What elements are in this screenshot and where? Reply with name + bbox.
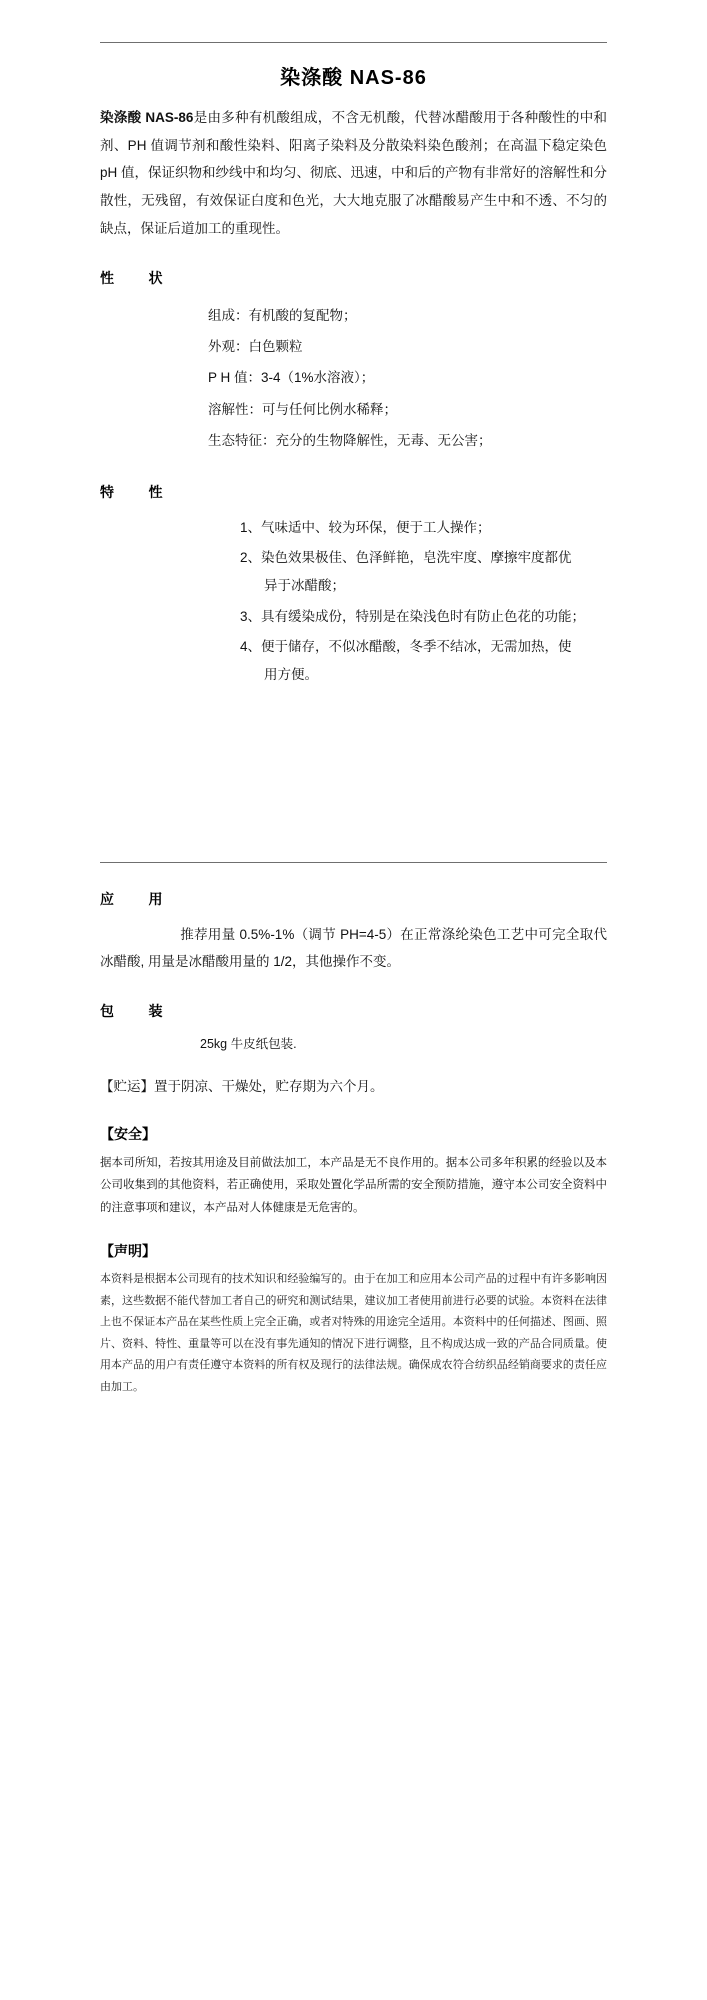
list-item-continuation: 用方便。 bbox=[264, 667, 318, 683]
intro-paragraph bbox=[100, 104, 607, 242]
page-title: 染涤酸 NAS-86 bbox=[280, 67, 427, 89]
document-content bbox=[100, 0, 607, 1738]
list-item-text: 4、便于储存，不似冰醋酸，冬季不结冰，无需加热，使 bbox=[240, 638, 572, 654]
section-heading-features bbox=[100, 482, 607, 502]
packaging-body: 25kg 牛皮纸包装. bbox=[200, 1036, 297, 1051]
list-item-continuation: 异于冰醋酸； bbox=[264, 578, 345, 594]
features-heading-char-2: 性 bbox=[148, 483, 163, 500]
statement-body: 本资料是根据本公司现有的技术知识和经验编写的。由于在加工和应用本公司产品的过程中有许多影响因素，这些数据不能代替加工者自己的研究和测试结果，建议加工者使用前进行必要的试验。本资料在法律上也不保证本产品在某些性质上完全正确，或者对特殊的用途完全适用。本资料中的任何描述、图画、照片、资料、特性、重量等可以在没有事先通知的情况下进行调整，且不构成达成一致的产品合同质量。使用本产品的用户有责任遵守本资料的所有权及现行的法律法规。确保成农符合纺织品经销商要求的责任应由加工。 bbox=[100, 1273, 607, 1393]
section-heading-properties bbox=[100, 268, 607, 288]
storage-line: 【贮运】置于阴凉、干燥处，贮存期为六个月。 bbox=[100, 1079, 384, 1095]
application-heading-char-1: 应 bbox=[100, 890, 115, 907]
section-heading-packaging bbox=[100, 1001, 607, 1021]
section-heading-statement: 【声明】 bbox=[100, 1243, 156, 1260]
list-item: 生态特征：充分的生物降解性，无毒、无公害； bbox=[208, 432, 492, 448]
list-item bbox=[240, 603, 607, 633]
section-gap bbox=[100, 692, 607, 862]
list-item: 外观：白色颗粒 bbox=[208, 339, 303, 355]
list-item bbox=[240, 633, 607, 692]
list-item: P H 值：3-4（1%水溶液）； bbox=[208, 370, 375, 386]
list-item-text: 1、气味适中、较为环保，便于工人操作； bbox=[240, 519, 491, 535]
safety-body: 据本司所知，若按其用途及目前做法加工，本产品是无不良作用的。据本公司多年积累的经验以及本公司收集到的其他资料，若正确使用，采取处置化学品所需的安全预防措施，遵守本公司安全资料中的注意事项和建议，本产品对人体健康是无危害的。 bbox=[100, 1157, 607, 1214]
top-divider bbox=[100, 42, 607, 43]
intro-lead: 染涤酸 NAS-86 bbox=[100, 110, 194, 125]
properties-heading-char-2: 状 bbox=[148, 270, 163, 287]
bottom-gap bbox=[100, 1398, 607, 1738]
list-item-text: 2、染色效果极佳、色泽鲜艳，皂洗牢度、摩擦牢度都优 bbox=[240, 549, 572, 565]
list-item bbox=[240, 514, 607, 544]
section-heading-application bbox=[100, 889, 607, 909]
list-item: 组成：有机酸的复配物； bbox=[208, 308, 357, 324]
list-item bbox=[240, 544, 607, 603]
application-text: 推荐用量 0.5%-1%（调节 PH=4-5）在正常涤纶染色工艺中可完全取代冰醋酸, 用量是冰醋酸用量的 1/2，其他操作不变。 bbox=[100, 926, 607, 969]
list-item-text: 3、具有缓染成份，特别是在染浅色时有防止色花的功能； bbox=[240, 608, 586, 624]
section-heading-safety: 【安全】 bbox=[100, 1126, 156, 1143]
mid-divider bbox=[100, 862, 607, 863]
packaging-heading-char-1: 包 bbox=[100, 1002, 115, 1019]
packaging-heading-char-2: 装 bbox=[148, 1002, 163, 1019]
features-list bbox=[100, 514, 607, 692]
features-heading-char-1: 特 bbox=[100, 483, 115, 500]
application-heading-char-2: 用 bbox=[148, 890, 163, 907]
properties-heading-char-1: 性 bbox=[100, 270, 115, 287]
list-item: 溶解性：可与任何比例水稀释； bbox=[208, 401, 397, 417]
application-body bbox=[100, 921, 607, 975]
properties-list bbox=[100, 300, 607, 455]
intro-text: 是由多种有机酸组成，不含无机酸，代替冰醋酸用于各种酸性的中和剂、PH 值调节剂和酸性染料、阳离子染料及分散染料染色酸剂；在高温下稳定染色 pH 值，保证织物和纱线中和均匀、彻底、迅速，中和后的产物有非常好的溶解性和分散性，无残留，有效保证白度和色光，大大地克服了冰醋酸易产生中和不透、不匀的缺点，保证后道加工的重现性。 bbox=[100, 110, 608, 236]
